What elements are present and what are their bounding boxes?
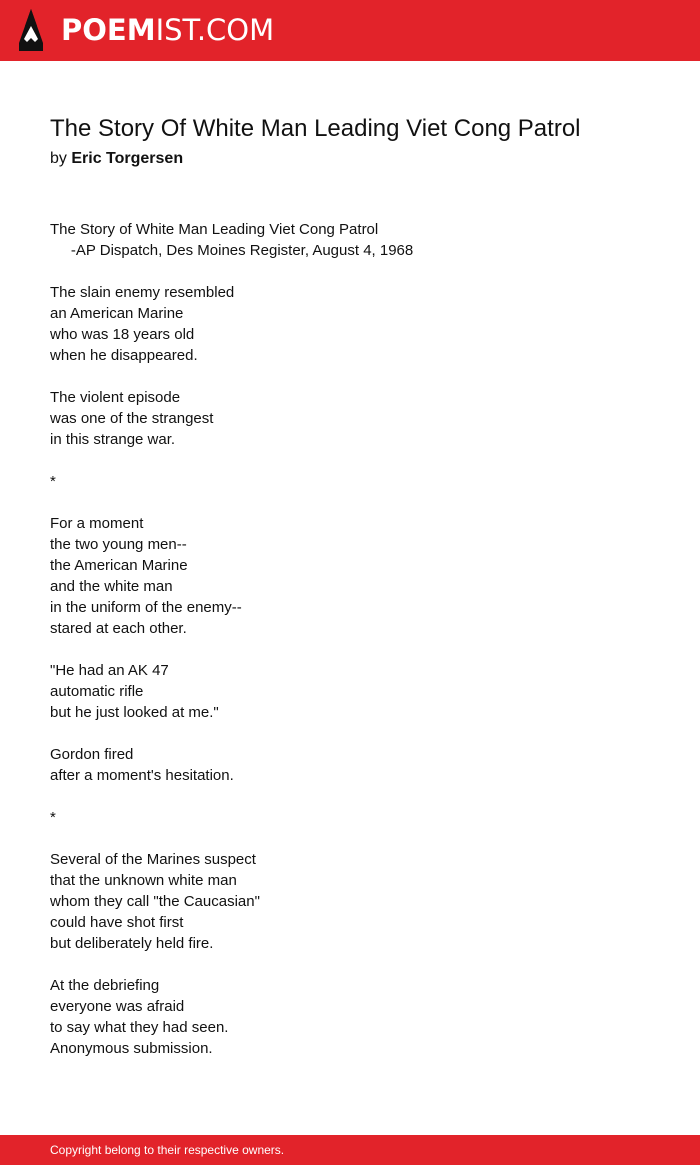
brand-light: IST.COM	[155, 13, 275, 47]
site-footer	[0, 1135, 700, 1165]
poem-body: The Story of White Man Leading Viet Cong Patrol -AP Dispatch, Des Moines Register, August 4, 1968 The slain enemy resembled an American Marine who was 18 years old when he disappeared. The violent episode was one of the strangest in this strange war. * For a moment the two young men-- the American Marine and the white man in the uniform of the enemy-- stared at each other. "He had an AK 47 automatic rifle but he just looked at me." Gordon fired after a moment's hesitation. * Several of the Marines suspect that the unknown white man whom they call "the Caucasian" could have shot first but deliberately held fire. At the debriefing everyone was afraid to say what they had seen. Anonymous submission.	[50, 221, 414, 1057]
site-logo[interactable]	[61, 12, 274, 48]
byline	[50, 150, 183, 168]
poem-title: The Story Of White Man Leading Viet Cong Patrol	[50, 115, 581, 142]
by-label: by	[50, 150, 67, 167]
author-name: Eric Torgersen	[71, 150, 184, 167]
copyright-text: Copyright belong to their respective owners.	[50, 1143, 285, 1157]
pencil-tip-icon[interactable]	[18, 9, 44, 51]
site-header	[0, 0, 700, 61]
brand-bold: POEM	[61, 13, 156, 47]
